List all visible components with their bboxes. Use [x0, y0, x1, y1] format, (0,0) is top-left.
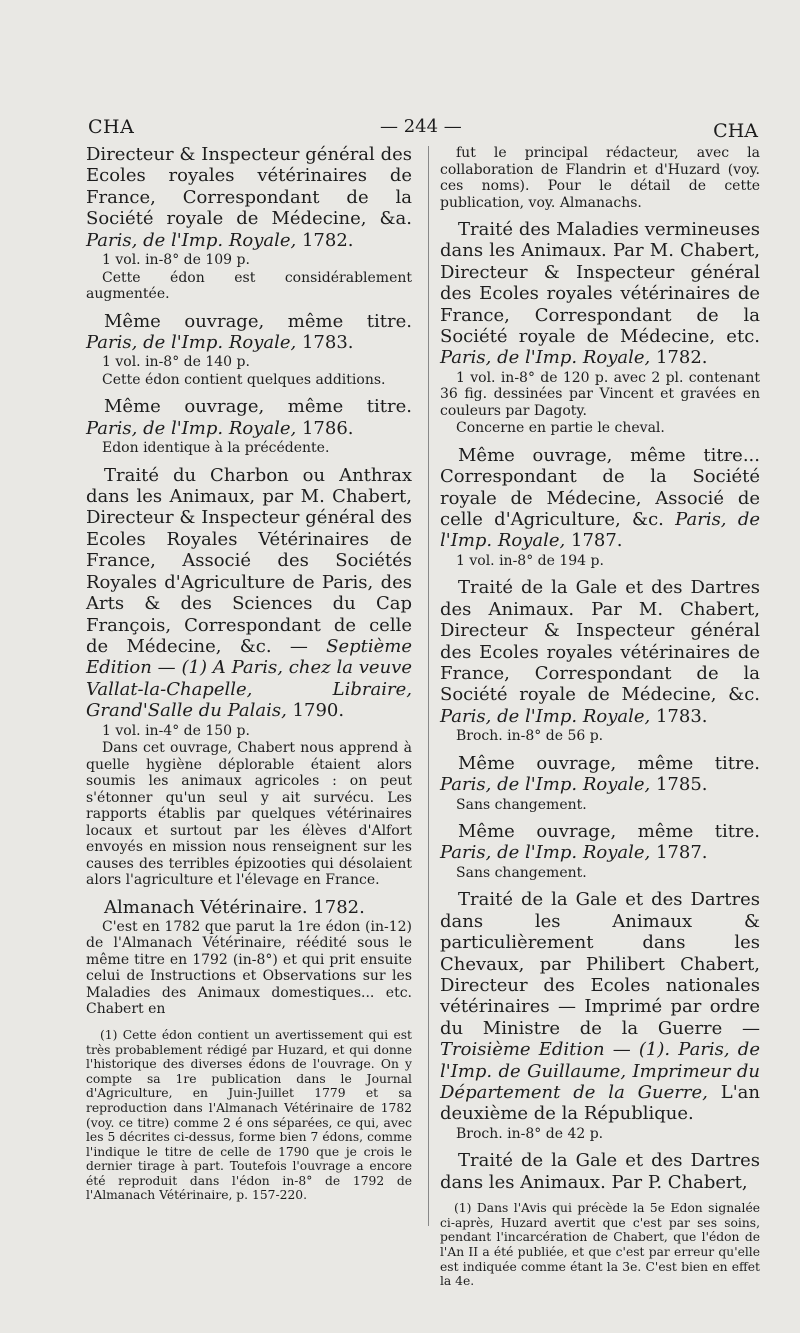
- entry-title: [86, 897, 412, 918]
- entry-date: 1783.: [296, 331, 354, 353]
- running-head: [0, 116, 800, 146]
- catalog-entry: [440, 145, 760, 211]
- entry-imprint: Septième Edition — (1) A Paris, chez la veuve Vallat-la-Chapelle, Libraire, Grand'Salle du Palais,: [86, 635, 412, 722]
- entry-title-text: Même ouvrage, même titre... Correspondant de la Société royale de Médecine, Associé de celle d'Agriculture, &c.: [440, 444, 760, 531]
- entry-title: [440, 889, 760, 1124]
- footnote: (1) Dans l'Avis qui précède la 5e Edon signalée ci-après, Huzard avertit que c'est par ses soins, pendant l'incarcération de Chabert, que l'édon de l'An II a été publiée, et que c'est par erreur qu'elle est indiquée comme étant la 3e. C'est bien en effet la 4e.: [440, 1201, 760, 1289]
- entry-title-text: Même ouvrage, même titre.: [458, 752, 760, 774]
- entry-imprint: Paris, de l'Imp. Royale,: [440, 842, 651, 864]
- column-divider: [428, 146, 429, 1226]
- entry-title-text: Almanach Vétérinaire. 1782.: [104, 896, 365, 918]
- entry-description: Cette édon est considérablement augmentée.: [86, 269, 412, 303]
- entry-imprint: Paris, de l'Imp. Royale,: [86, 417, 297, 439]
- catalog-entry: [86, 311, 412, 389]
- entry-description: 1 vol. in-8° de 140 p.: [102, 354, 250, 371]
- left-column: [86, 144, 412, 1203]
- entry-description: 1 vol. in-8° de 194 p.: [456, 552, 604, 569]
- entry-date: L'an deuxième de la République.: [440, 1082, 760, 1125]
- entry-date: 1787.: [565, 530, 623, 552]
- entry-title-text: Traité de la Gale et des Dartres des Animaux. Par M. Chabert, Directeur & Inspecteur général des Ecoles royales vétérinaires de France, Correspondant de la Société royale de Médecine, &c.: [440, 577, 760, 706]
- catalog-entry: [440, 577, 760, 744]
- entry-date: 1787.: [650, 842, 708, 864]
- entry-date: 1786.: [296, 417, 354, 439]
- entry-imprint: Paris, de l'Imp. Royale,: [86, 331, 297, 353]
- right-column: [440, 144, 760, 1289]
- catalog-entry: [440, 219, 760, 437]
- entry-title-text: Traité du Charbon ou Anthrax dans les Animaux, par M. Chabert, Directeur & Inspecteur général des Ecoles Royales Vétérinaires de France, Associé des Sociétés Royales d'Agriculture de Paris, des Arts & des Sciences du Cap François, Correspondant de celle de Médecine, &c. —: [86, 464, 412, 657]
- entry-date: 1782.: [296, 229, 354, 251]
- entry-date: 1782.: [650, 347, 708, 369]
- entry-title-text: Directeur & Inspecteur général des Ecoles royales vétérinaires de France, Correspondant de la Société royale de Médecine, &a.: [86, 144, 412, 230]
- entry-imprint: Paris, de l'Imp. Royale,: [440, 509, 760, 552]
- entry-description: Dans cet ouvrage, Chabert nous apprend à quelle hygiène déplorable étaient alors soumis les animaux agricoles : on peut s'étonner qu'un seul y ait survécu. Les rapports établis par quelques vétérinaires locaux et surtout par les élèves d'Alfort envoyés en mission nous renseignent sur les causes des terribles épizooties qui désolaient alors l'agriculture et l'élevage en France.: [86, 740, 412, 889]
- entry-title: [440, 753, 760, 796]
- entry-title: [440, 821, 760, 864]
- entry-description: Concerne en partie le cheval.: [456, 420, 665, 437]
- entry-description: Sans changement.: [456, 796, 587, 813]
- entry-title: [440, 577, 760, 727]
- page-number: — 244 —: [380, 116, 462, 137]
- entry-description: C'est en 1782 que parut la 1re édon (in-12) de l'Almanach Vétérinaire, réédité sous le même titre en 1792 (in-8°) et qui prit ensuite celui de Instructions et Observations sur les Maladies des Animaux domestiques... etc. Chabert en: [86, 918, 412, 1018]
- catalog-entry: [86, 396, 412, 456]
- entry-title-text: Même ouvrage, même titre.: [104, 396, 412, 418]
- entry-imprint: Paris, de l'Imp. Royale,: [440, 347, 651, 369]
- entry-title: [86, 311, 412, 354]
- catalog-entry: [440, 753, 760, 813]
- entry-description: Broch. in-8° de 42 p.: [456, 1125, 604, 1142]
- entry-imprint: Paris, de l'Imp. Royale,: [440, 705, 651, 727]
- catalog-entry: [86, 144, 412, 303]
- entry-description: 1 vol. in-4° de 150 p.: [102, 722, 250, 739]
- entry-title: [440, 219, 760, 369]
- running-head-right: CHA: [713, 120, 758, 142]
- entry-imprint: Paris, de l'Imp. Royale,: [440, 774, 651, 796]
- footnote: (1) Cette édon contient un avertissement qui est très probablement rédigé par Huzard, et qui donne l'historique des diverses édons de l'ouvrage. On y compte sa 1re publication dans le Journal d'Agriculture, en Juin-Juillet 1779 et sa reproduction dans l'Almanach Vétérinaire de 1782 (voy. ce titre) comme 2 é ons séparées, ce qui, avec les 5 décrites ci-dessus, forme bien 7 édons, comme l'indique le titre de celle de 1790 que je crois le dernier tirage à part. Toutefois l'ouvrage a encore été reproduit dans l'édon in-8° de 1792 de l'Almanach Vétérinaire, p. 157-220.: [86, 1027, 412, 1203]
- catalog-entry: [86, 897, 412, 1018]
- entry-title-text: Traité des Maladies vermineuses dans les Animaux. Par M. Chabert, Directeur & Inspecteur général des Ecoles royales vétérinaires de France, Correspondant de la Société royale de Médecine, etc.: [440, 219, 760, 348]
- entry-imprint: Paris, de l'Imp. Royale,: [86, 229, 297, 251]
- entry-description: Sans changement.: [456, 864, 587, 881]
- entry-description: 1 vol. in-8° de 120 p. avec 2 pl. contenant 36 fig. dessinées par Vincent et gravées en couleurs par Dagoty.: [440, 369, 760, 419]
- entry-description: fut le principal rédacteur, avec la collaboration de Flandrin et d'Huzard (voy. ces noms). Pour le détail de cette publication, voy. Almanachs.: [440, 145, 760, 211]
- entry-description: Cette édon contient quelques additions.: [102, 371, 386, 388]
- entry-title-text: Traité de la Gale et des Dartres dans les Animaux & particulièrement dans les Chevaux, par Philibert Chabert, Directeur des Ecoles nationales vétérinaires — Imprimé par ordre du Ministre de la Guerre —: [440, 889, 760, 1039]
- entry-title: [440, 445, 760, 552]
- entry-date: 1783.: [650, 705, 708, 727]
- entry-date: 1785.: [650, 774, 708, 796]
- entry-description: Broch. in-8° de 56 p.: [456, 728, 604, 745]
- catalog-entry: [440, 1150, 760, 1193]
- entry-title: [440, 1150, 760, 1193]
- entry-title: [86, 396, 412, 439]
- running-head-left: CHA: [88, 116, 135, 138]
- entry-imprint: Troisième Edition — (1). Paris, de l'Imp. de Guillaume, Imprimeur du Département de la Guerre,: [440, 1039, 760, 1103]
- entry-title: [86, 144, 412, 251]
- entry-description: 1 vol. in-8° de 109 p.: [102, 252, 250, 269]
- catalog-entry: [440, 445, 760, 570]
- entry-title-text: Même ouvrage, même titre.: [104, 310, 412, 332]
- entry-title-text: Même ouvrage, même titre.: [458, 821, 760, 843]
- entry-description: Edon identique à la précédente.: [102, 440, 330, 457]
- catalog-entry: [86, 465, 412, 889]
- catalog-entry: [440, 821, 760, 881]
- entry-title-text: Traité de la Gale et des Dartres dans les Animaux. Par P. Chabert,: [440, 1150, 760, 1193]
- entry-title: [86, 465, 412, 722]
- catalog-entry: [440, 889, 760, 1142]
- entry-date: 1790.: [286, 700, 345, 722]
